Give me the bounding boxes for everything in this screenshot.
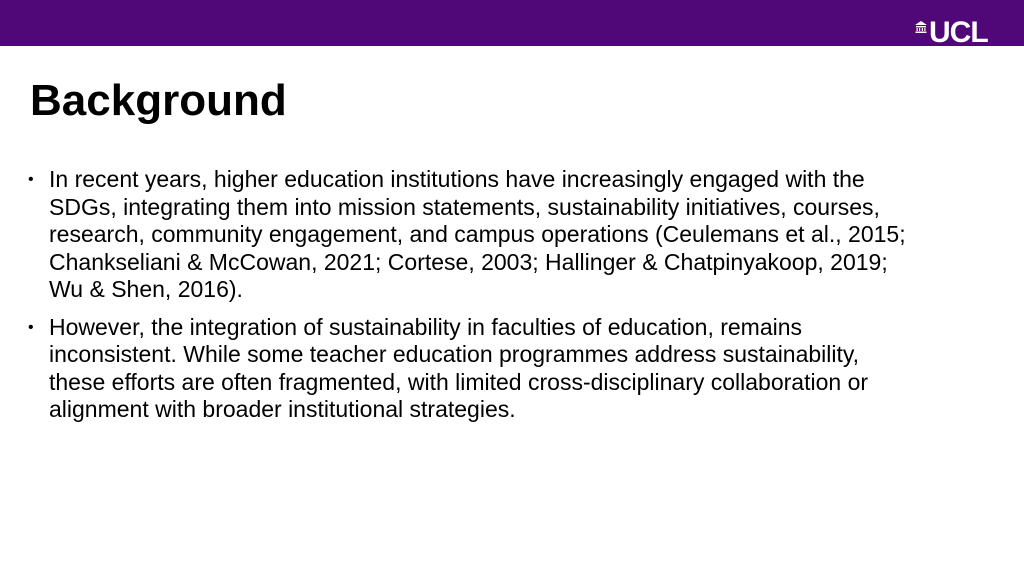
bullet-text: In recent years, higher education institutions have increasingly engaged with the SDGs, integrating them into mission statements, sustainability initiatives, courses, research, community engagement, and campus operations (Ceulemans et al., 2015; Chankseliani & McCowan, 2021; Cortese, 2003; Hallinger & Chatpinyakoop, 2019; Wu & Shen, 2016). xyxy=(49,166,906,302)
ucl-logo xyxy=(915,18,988,48)
bullet-marker: • xyxy=(28,171,34,188)
logo-text: UCL xyxy=(929,16,988,49)
bullet-marker: • xyxy=(28,318,34,336)
bullet-list xyxy=(28,166,908,434)
bullet-item xyxy=(28,314,908,424)
bullet-text: However, the integration of sustainability in faculties of education, remains inconsistent. While some teacher education programmes address sustainability, these efforts are often fragmented, with limited cross-disciplinary collaboration or alignment with broader institutional strategies. xyxy=(49,313,869,422)
bullet-item xyxy=(28,166,908,304)
header-bar xyxy=(0,0,1024,49)
ucl-portico-icon xyxy=(915,21,927,33)
slide-title: Background xyxy=(30,76,287,125)
